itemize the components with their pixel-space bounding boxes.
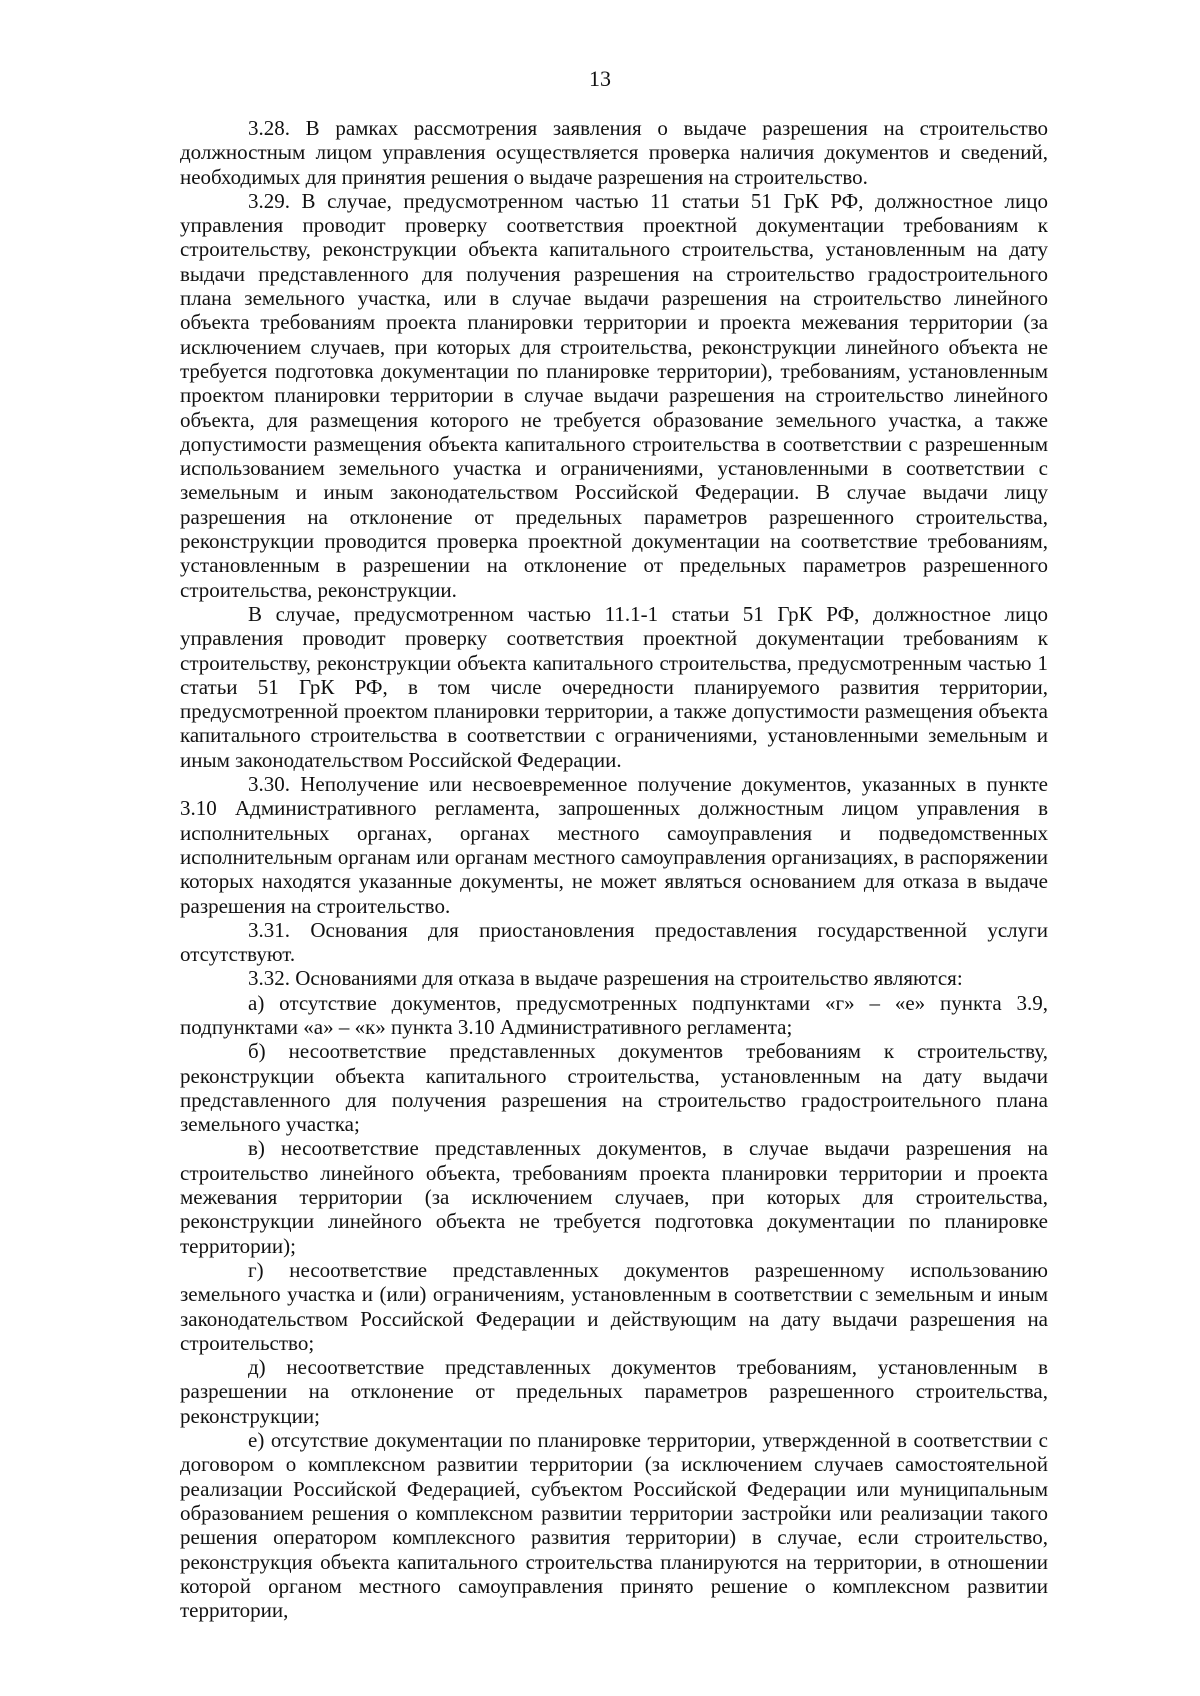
paragraph-3-28: 3.28. В рамках рассмотрения заявления о выдаче разрешения на строительство должностным лицом управления осуществляется проверка наличия документов и сведений, необходимых для принятия решения о выдаче разрешения на строительство. bbox=[180, 116, 1048, 189]
list-item-b: б) несоответствие представленных документов требованиям к строительству, реконструкции объекта капитального строительства, установленным на дату выдачи представленного для получения разрешения на строительство градостроительного плана земельного участка; bbox=[180, 1039, 1048, 1137]
page-number: 13 bbox=[589, 66, 611, 91]
paragraph-3-31: 3.31. Основания для приостановления предоставления государственной услуги отсутствуют. bbox=[180, 917, 1048, 967]
list-item-e: е) отсутствие документации по планировке территории, утвержденной в соответствии с договором о комплексном развитии территории (за исключением случаев самостоятельной реализации Российской Федерацией, субъектом Российской Федерации или муниципальным образованием решения о комплексном развитии территории застройки или реализации такого решения оператором комплексного развития территории) в случае, если строительство, реконструкция объекта капитального строительства планируются на территории, в отношении которой органом местного самоуправления принято решение о комплексном развитии территории, bbox=[180, 1428, 1048, 1623]
paragraph-3-30: 3.30. Неполучение или несвоевременное получение документов, указанных в пункте 3.10 Административного регламента, запрошенных должностным лицом управления в исполнительных органах, органах местного самоуправления и подведомственных исполнительным органам или органам местного самоуправления организациях, в распоряжении которых находятся указанные документы, не может являться основанием для отказа в выдаче разрешения на строительство. bbox=[180, 772, 1048, 918]
list-item-a: а) отсутствие документов, предусмотренных подпунктами «г» – «е» пункта 3.9, подпунктами «а» – «к» пункта 3.10 Административного регламента; bbox=[180, 990, 1048, 1039]
paragraph-3-32: 3.32. Основаниями для отказа в выдаче разрешения на строительство являются: bbox=[248, 966, 963, 991]
paragraph-3-29-continued: В случае, предусмотренном частью 11.1-1 статьи 51 ГрК РФ, должностное лицо управления проводит проверку соответствия проектной документации требованиям к строительству, реконструкции объекта капитального строительства, предусмотренным частью 1 статьи 51 ГрК РФ, в том числе очередности планируемого развития территории, предусмотренной проектом планировки территории, а также допустимости размещения объекта капитального строительства в соответствии с ограничениями, установленными земельным и иным законодательством Российской Федерации. bbox=[180, 601, 1048, 772]
list-item-v: в) несоответствие представленных документов, в случае выдачи разрешения на строительство линейного объекта, требованиям проекта планировки территории и проекта межевания территории (за исключением случаев, при которых для строительства, реконструкции линейного объекта не требуется подготовка документации по планировке территории); bbox=[180, 1136, 1048, 1258]
paragraph-3-29: 3.29. В случае, предусмотренном частью 11 статьи 51 ГрК РФ, должностное лицо управления проводит проверку соответствия проектной документации требованиям к строительству, реконструкции объекта капитального строительства, установленным на дату выдачи представленного для получения разрешения на строительство градостроительного плана земельного участка, или в случае выдачи разрешения на строительство линейного объекта требованиям проекта планировки территории и проекта межевания территории (за исключением случаев, при которых для строительства, реконструкции линейного объекта не требуется подготовка документации по планировке территории), требованиям, установленным проектом планировки территории в случае выдачи разрешения на строительство линейного объекта, для размещения которого не требуется образование земельного участка, а также допустимости размещения объекта капитального строительства в соответствии с разрешенным использованием земельного участка и ограничениями, установленными в соответствии с земельным и иным законодательством Российской Федерации. В случае выдачи лицу разрешения на отклонение от предельных параметров разрешенного строительства, реконструкции проводится проверка проектной документации на соответствие требованиям, установленным в разрешении на отклонение от предельных параметров разрешенного строительства, реконструкции. bbox=[180, 188, 1048, 602]
list-item-g: г) несоответствие представленных документов разрешенному использованию земельного участка и (или) ограничениям, установленным в соответствии с земельным и иным законодательством Российской Федерации и действующим на дату выдачи разрешения на строительство; bbox=[180, 1257, 1048, 1355]
list-item-d: д) несоответствие представленных документов требованиям, установленным в разрешении на отклонение от предельных параметров разрешенного строительства, реконструкции; bbox=[180, 1355, 1048, 1428]
document-body bbox=[180, 116, 1048, 1622]
